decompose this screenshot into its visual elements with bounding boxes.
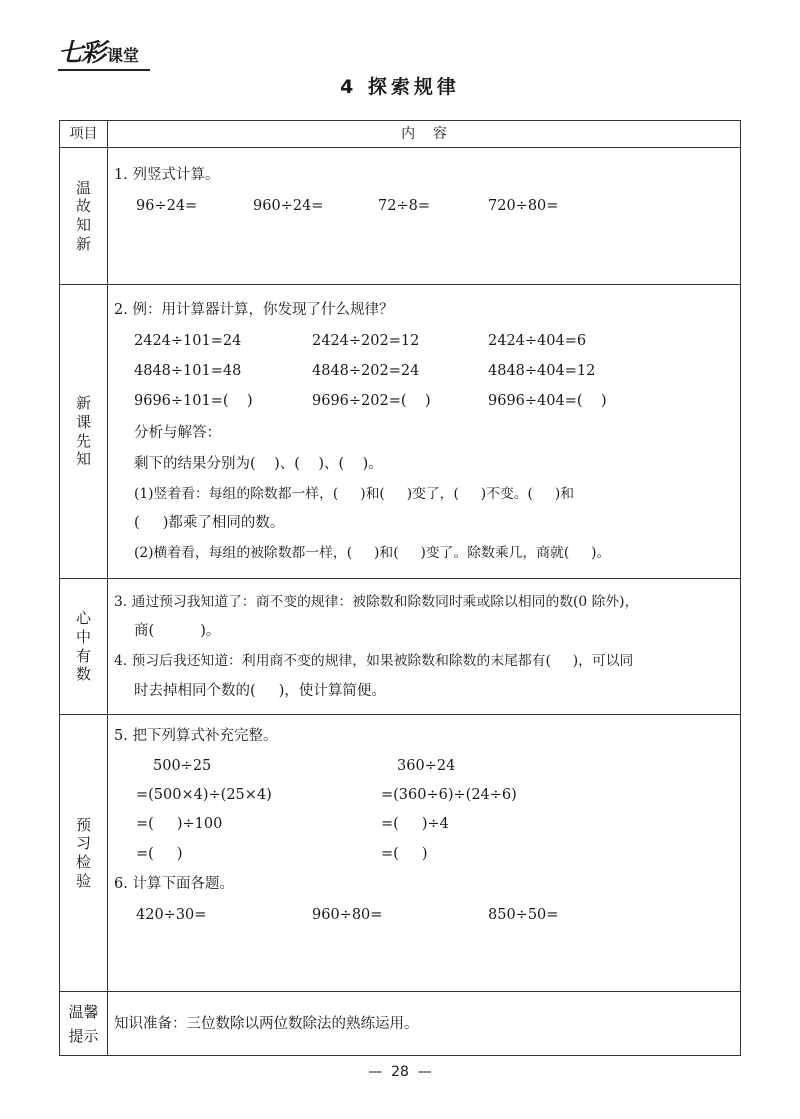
vertical-observation-line1: (1)竖着看：每组的除数都一样，( )和( )变了，( )不变。( )和 xyxy=(134,486,575,502)
step-right: =(360÷6)÷(24÷6) xyxy=(381,787,517,803)
equation: 4848÷404=12 xyxy=(488,363,596,379)
step-left: 500÷25 xyxy=(153,758,212,774)
header-item: 项目 xyxy=(69,126,98,142)
step-left: =(500×4)÷(25×4) xyxy=(136,787,272,803)
section-label-new-lesson: 新 课 先 知 xyxy=(75,394,91,469)
equation: 2424÷202=12 xyxy=(312,333,420,349)
horizontal-observation: (2)横着看，每组的被除数都一样，( )和( )变了。除数乘几，商就( )。 xyxy=(134,545,611,561)
row-divider xyxy=(60,714,740,715)
vertical-observation-line2: ( )都乘了相同的数。 xyxy=(134,515,285,531)
brand-logo xyxy=(58,40,139,65)
page-number: — 28 — xyxy=(368,1064,432,1080)
question-5: 5. 把下列算式补充完整。 xyxy=(114,728,278,744)
expression: 96÷24= xyxy=(136,198,198,214)
expression: 72÷8= xyxy=(378,198,430,214)
brand-logo-sub: 课堂 xyxy=(107,46,140,65)
equation: 9696÷404=( ) xyxy=(488,393,607,409)
brand-underline xyxy=(58,69,150,71)
equation: 2424÷101=24 xyxy=(134,333,242,349)
section-label-review: 温 故 知 新 xyxy=(75,178,91,253)
row-divider xyxy=(60,147,740,148)
remaining-results: 剩下的结果分别为( )、( )、( )。 xyxy=(134,456,383,472)
row-divider xyxy=(60,578,740,579)
equation: 9696÷202=( ) xyxy=(312,393,431,409)
question-4-line2: 时去掉相同个数的( )，使计算简便。 xyxy=(134,683,386,699)
step-right: 360÷24 xyxy=(397,758,456,774)
worksheet-table xyxy=(59,120,741,1056)
expression: 960÷80= xyxy=(312,907,383,923)
column-divider xyxy=(107,121,108,1055)
row-divider xyxy=(60,991,740,992)
equation: 9696÷101=( ) xyxy=(134,393,253,409)
equation: 2424÷404=6 xyxy=(488,333,587,349)
question-4-line1: 4. 预习后我还知道：利用商不变的规律，如果被除数和除数的末尾都有( )，可以同 xyxy=(114,653,634,669)
section-label-preview-check: 预 习 检 验 xyxy=(75,815,91,890)
expression: 850÷50= xyxy=(488,907,559,923)
question-2: 2. 例：用计算器计算，你发现了什么规律？ xyxy=(114,302,394,318)
brand-logo-main: 七彩 xyxy=(58,38,105,67)
equation: 4848÷101=48 xyxy=(134,363,242,379)
expression: 720÷80= xyxy=(488,198,559,214)
equation: 4848÷202=24 xyxy=(312,363,420,379)
expression: 420÷30= xyxy=(136,907,207,923)
header-content: 内 容 xyxy=(401,126,447,142)
step-right: =( )÷4 xyxy=(381,816,449,832)
step-left: =( )÷100 xyxy=(136,816,223,832)
section-label-in-mind: 心 中 有 数 xyxy=(75,609,91,684)
expression: 960÷24= xyxy=(253,198,324,214)
row-divider xyxy=(60,284,740,285)
question-6: 6. 计算下面各题。 xyxy=(114,876,234,892)
analysis-heading: 分析与解答： xyxy=(134,425,221,441)
question-3-line1: 3. 通过预习我知道了：商不变的规律：被除数和除数同时乘或除以相同的数(0 除外)， xyxy=(114,594,639,610)
tip-text: 知识准备：三位数除以两位数除法的熟练运用。 xyxy=(114,1016,419,1032)
question-3-line2: 商( )。 xyxy=(134,623,221,639)
section-label-tips: 温馨 提示 xyxy=(68,1003,99,1045)
step-left: =( ) xyxy=(136,846,183,862)
step-right: =( ) xyxy=(381,846,428,862)
question-1: 1. 列竖式计算。 xyxy=(114,167,220,183)
page-title: 4 探索规律 xyxy=(340,76,460,98)
